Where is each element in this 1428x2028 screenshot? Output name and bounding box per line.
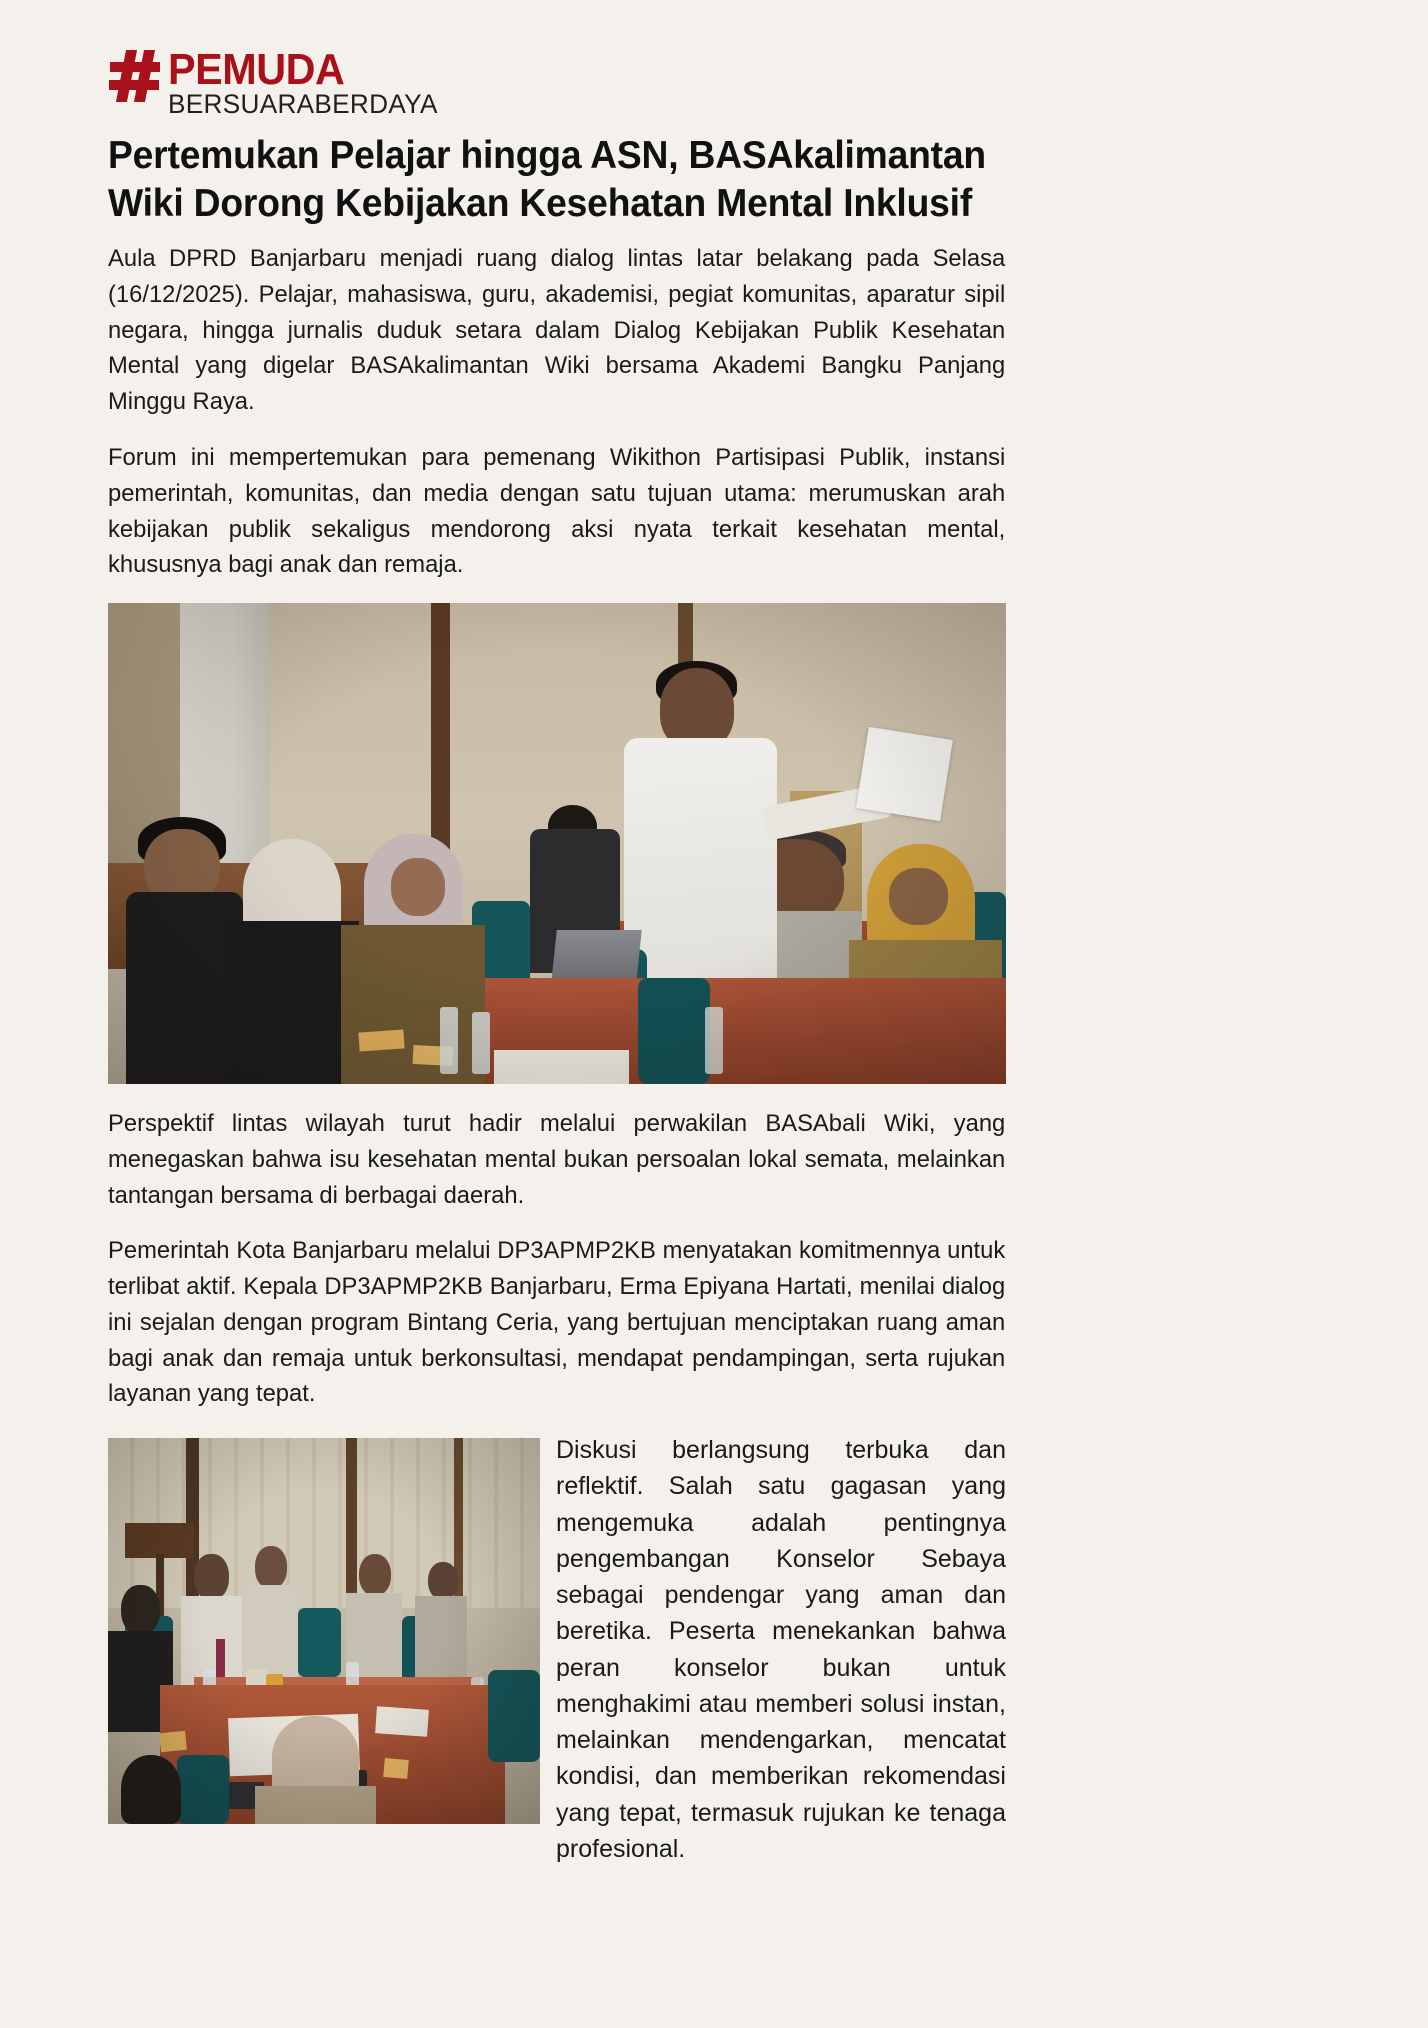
article-paragraph-4: Pemerintah Kota Banjarbaru melalui DP3APMP2KB menyatakan komitmennya untuk terlibat aktif. Kepala DP3APMP2KB Banjarbaru, Erma Epiyana Hartati, menilai dialog ini sejalan dengan program Bintang Ceria, yang bertujuan menciptakan ruang aman bagi anak dan remaja untuk berkonsultasi, mendapat pendampingan, serta rujukan layanan yang tepat.	[108, 1237, 1006, 1408]
group-discussion-photo	[108, 1438, 540, 1824]
article-paragraph-3: Perspektif lintas wilayah turut hadir melalui perwakilan BASAbali Wiki, yang menegaskan bahwa isu kesehatan mental bukan persoalan lokal semata, melainkan tantangan bersama di berbagai daerah.	[108, 1110, 1006, 1209]
logo-wordmark: PEMUDA	[168, 44, 345, 94]
article-content	[108, 0, 1006, 1867]
logo-tagline: BERSUARABERDAYA	[168, 89, 438, 119]
dialog-forum-photo	[108, 603, 1006, 1084]
brand-logo	[108, 0, 1006, 118]
article-paragraph-2: Forum ini mempertemukan para pemenang Wikithon Partisipasi Publik, instansi pemerintah, komunitas, dan media dengan satu tujuan utama: merumuskan arah kebijakan publik sekaligus mendorong aksi nyata terkait kesehatan mental, khususnya bagi anak dan remaja.	[108, 443, 1006, 579]
logo-wordmark-row	[108, 44, 1006, 94]
article-paragraph-1: Aula DPRD Banjarbaru menjadi ruang dialog lintas latar belakang pada Selasa (16/12/2025). Pelajar, mahasiswa, guru, akademisi, pegiat komunitas, aparatur sipil negara, hingga jurnalis duduk setara dalam Dialog Kebijakan Publik Kesehatan Mental yang digelar BASAkalimantan Wiki bersama Akademi Bangku Panjang Minggu Raya.	[108, 245, 1006, 416]
article-paragraph-5: Diskusi berlangsung terbuka dan reflektif. Salah satu gagasan yang mengemuka adalah pentingnya pengembangan Konselor Sebaya sebagai pendengar yang aman dan beretika. Peserta menekankan bahwa peran konselor bukan untuk menghakimi atau memberi solusi instan, melainkan mendengarkan, mencatat kondisi, dan memberikan rekomendasi yang tepat, termasuk rujukan ke tenaga profesional.	[556, 1436, 1006, 1863]
photo-text-block	[108, 1432, 1006, 1867]
page-title: Pertemukan Pelajar hingga ASN, BASAkalimantan Wiki Dorong Kebijakan Kesehatan Mental Inklusif	[108, 134, 986, 225]
hashtag-icon	[108, 50, 162, 102]
